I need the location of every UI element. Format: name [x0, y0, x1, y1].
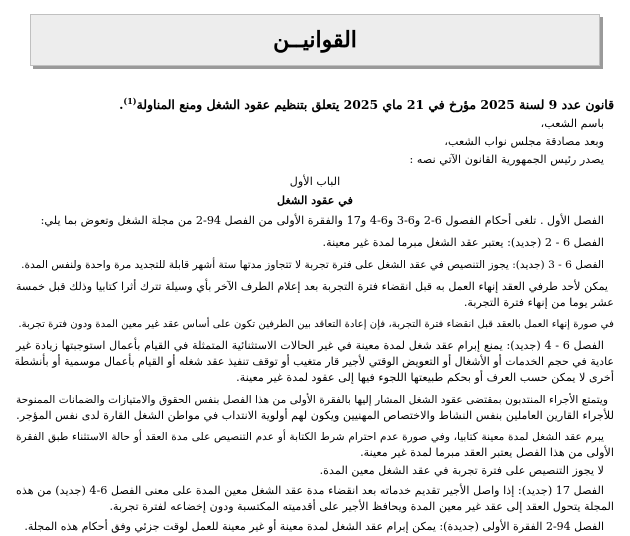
paragraph-line: لا يجوز التنصيص على فترة تجربة في عقد الشغل معين المدة. [319, 464, 604, 477]
preamble-line: يصدر رئيس الجمهورية القانون الآتي نصه : [409, 153, 604, 166]
paragraph-line: يبرم عقد الشغل لمدة معينة كتابيا، وفي صورة عدم احترام شرط الكتابة أو عدم التنصيص على مدة العقد أو حالة الاستثناء طبق الفقرة [16, 431, 604, 443]
paragraph-line: المجلة يتحول العقد إلى عقد غير معين المدة ويحافظ الأجير على أقدميته المكتسبة ودون إخضاعه لفترة تجربة. [109, 500, 614, 513]
chapter-subtitle: في عقود الشغل [277, 193, 353, 207]
paragraph-line: عادية في حجم الخدمات أو الأشغال أو التعويض الوقتي لأجير قار متغيب أو توقف تنفيذ عقد شغله أو القيام بأعمال موسمية أو بأنشطة [14, 355, 614, 368]
paragraph-line: أخرى لا يمكن حسب العرف أو بحكم طبيعتها اللجوء فيها إلى عقود لمدة غير معينة. [236, 371, 614, 384]
paragraph-line: الفصل 6 - 2 (جديد): يعتبر عقد الشغل مبرما لمدة غير معينة. [322, 236, 604, 249]
paragraph-line: في صورة إنهاء العمل بالعقد قبل انقضاء فترة التجربة، فإن إعادة التعاقد بين الطرفين تكون على أساس عقد غير معين المدة ودون فترة تجربة. [18, 319, 614, 330]
law-title: قانون عدد 9 لسنة 2025 مؤرخ في 21 ماي 2025 يتعلق بتنظيم عقود الشغل ومنع المناولة$^{(1)}$. [119, 96, 614, 113]
section-header-box [30, 14, 600, 66]
footnote-ref: (1) [123, 96, 137, 106]
paragraph-line: الفصل 94-2 الفقرة الأولى (جديدة): يمكن إبرام عقد الشغل لمدة معينة أو غير معينة للعمل لوقت جزئي وفق أحكام هذه المجلة. [24, 520, 604, 533]
preamble-line: وبعد مصادقة مجلس نواب الشعب، [444, 135, 604, 148]
paragraph-line: ويتمتع الأجراء المنتدبون بمقتضى عقود الشغل المشار إليها بالفقرة الأولى من هذا الفصل بنفس الحقوق والامتيازات والضمانات الممنوحة [16, 394, 608, 406]
paragraph-line: عشر يوما من إنهاء فترة التجربة. [463, 296, 614, 309]
paragraph-line: الفصل الأول . تلغى أحكام الفصول 6-2 و6-3 و6-4 و17 والفقرة الأولى من الفصل 94-2 من مجلة الشغل وتعوض بما يلي: [40, 214, 604, 227]
section-title: القوانيــن [273, 27, 357, 53]
paragraph-line: الأولى من هذا الفصل يعتبر العقد مبرما لمدة غير معينة. [360, 446, 614, 459]
chapter-title: الباب الأول [289, 175, 341, 188]
preamble-line: باسم الشعب، [540, 117, 604, 130]
paragraph-line: يمكن لأحد طرفي العقد إنهاء العمل به قبل انقضاء فترة التجربة بعد إعلام الطرف الآخر بأي وسيلة تترك أثرا كتابيا وذلك قبل خمسة [16, 280, 608, 293]
paragraph-line: للأجراء القارين العاملين بنفس النشاط والاختصاص المهنيين ويكون لهم أولوية الانتداب في مواطن الشغل القارة لدى نفس المؤجر. [16, 409, 614, 422]
law-title-text: قانون عدد 9 لسنة 2025 مؤرخ في 21 ماي 2025 يتعلق بتنظيم عقود الشغل ومنع المناولة [136, 97, 614, 113]
paragraph-line: الفصل 6 - 4 (جديد): يمنع إبرام عقد شغل لمدة معينة في غير الحالات الاستثنائية المتمثلة في القيام بأعمال استوجبتها زيادة غير [16, 339, 604, 352]
paragraph-line: الفصل 6 - 3 (جديد): يجوز التنصيص في عقد الشغل على فترة تجربة لا تتجاوز مدتها ستة أشهر قابلة للتجديد مرة واحدة ولنفس المدة. [21, 259, 604, 271]
paragraph-line: الفصل 17 (جديد): إذا واصل الأجير تقديم خدماته بعد انقضاء مدة عقد الشغل معين المدة على معنى الفصل 6-4 (جديد) من هذه [16, 484, 604, 497]
